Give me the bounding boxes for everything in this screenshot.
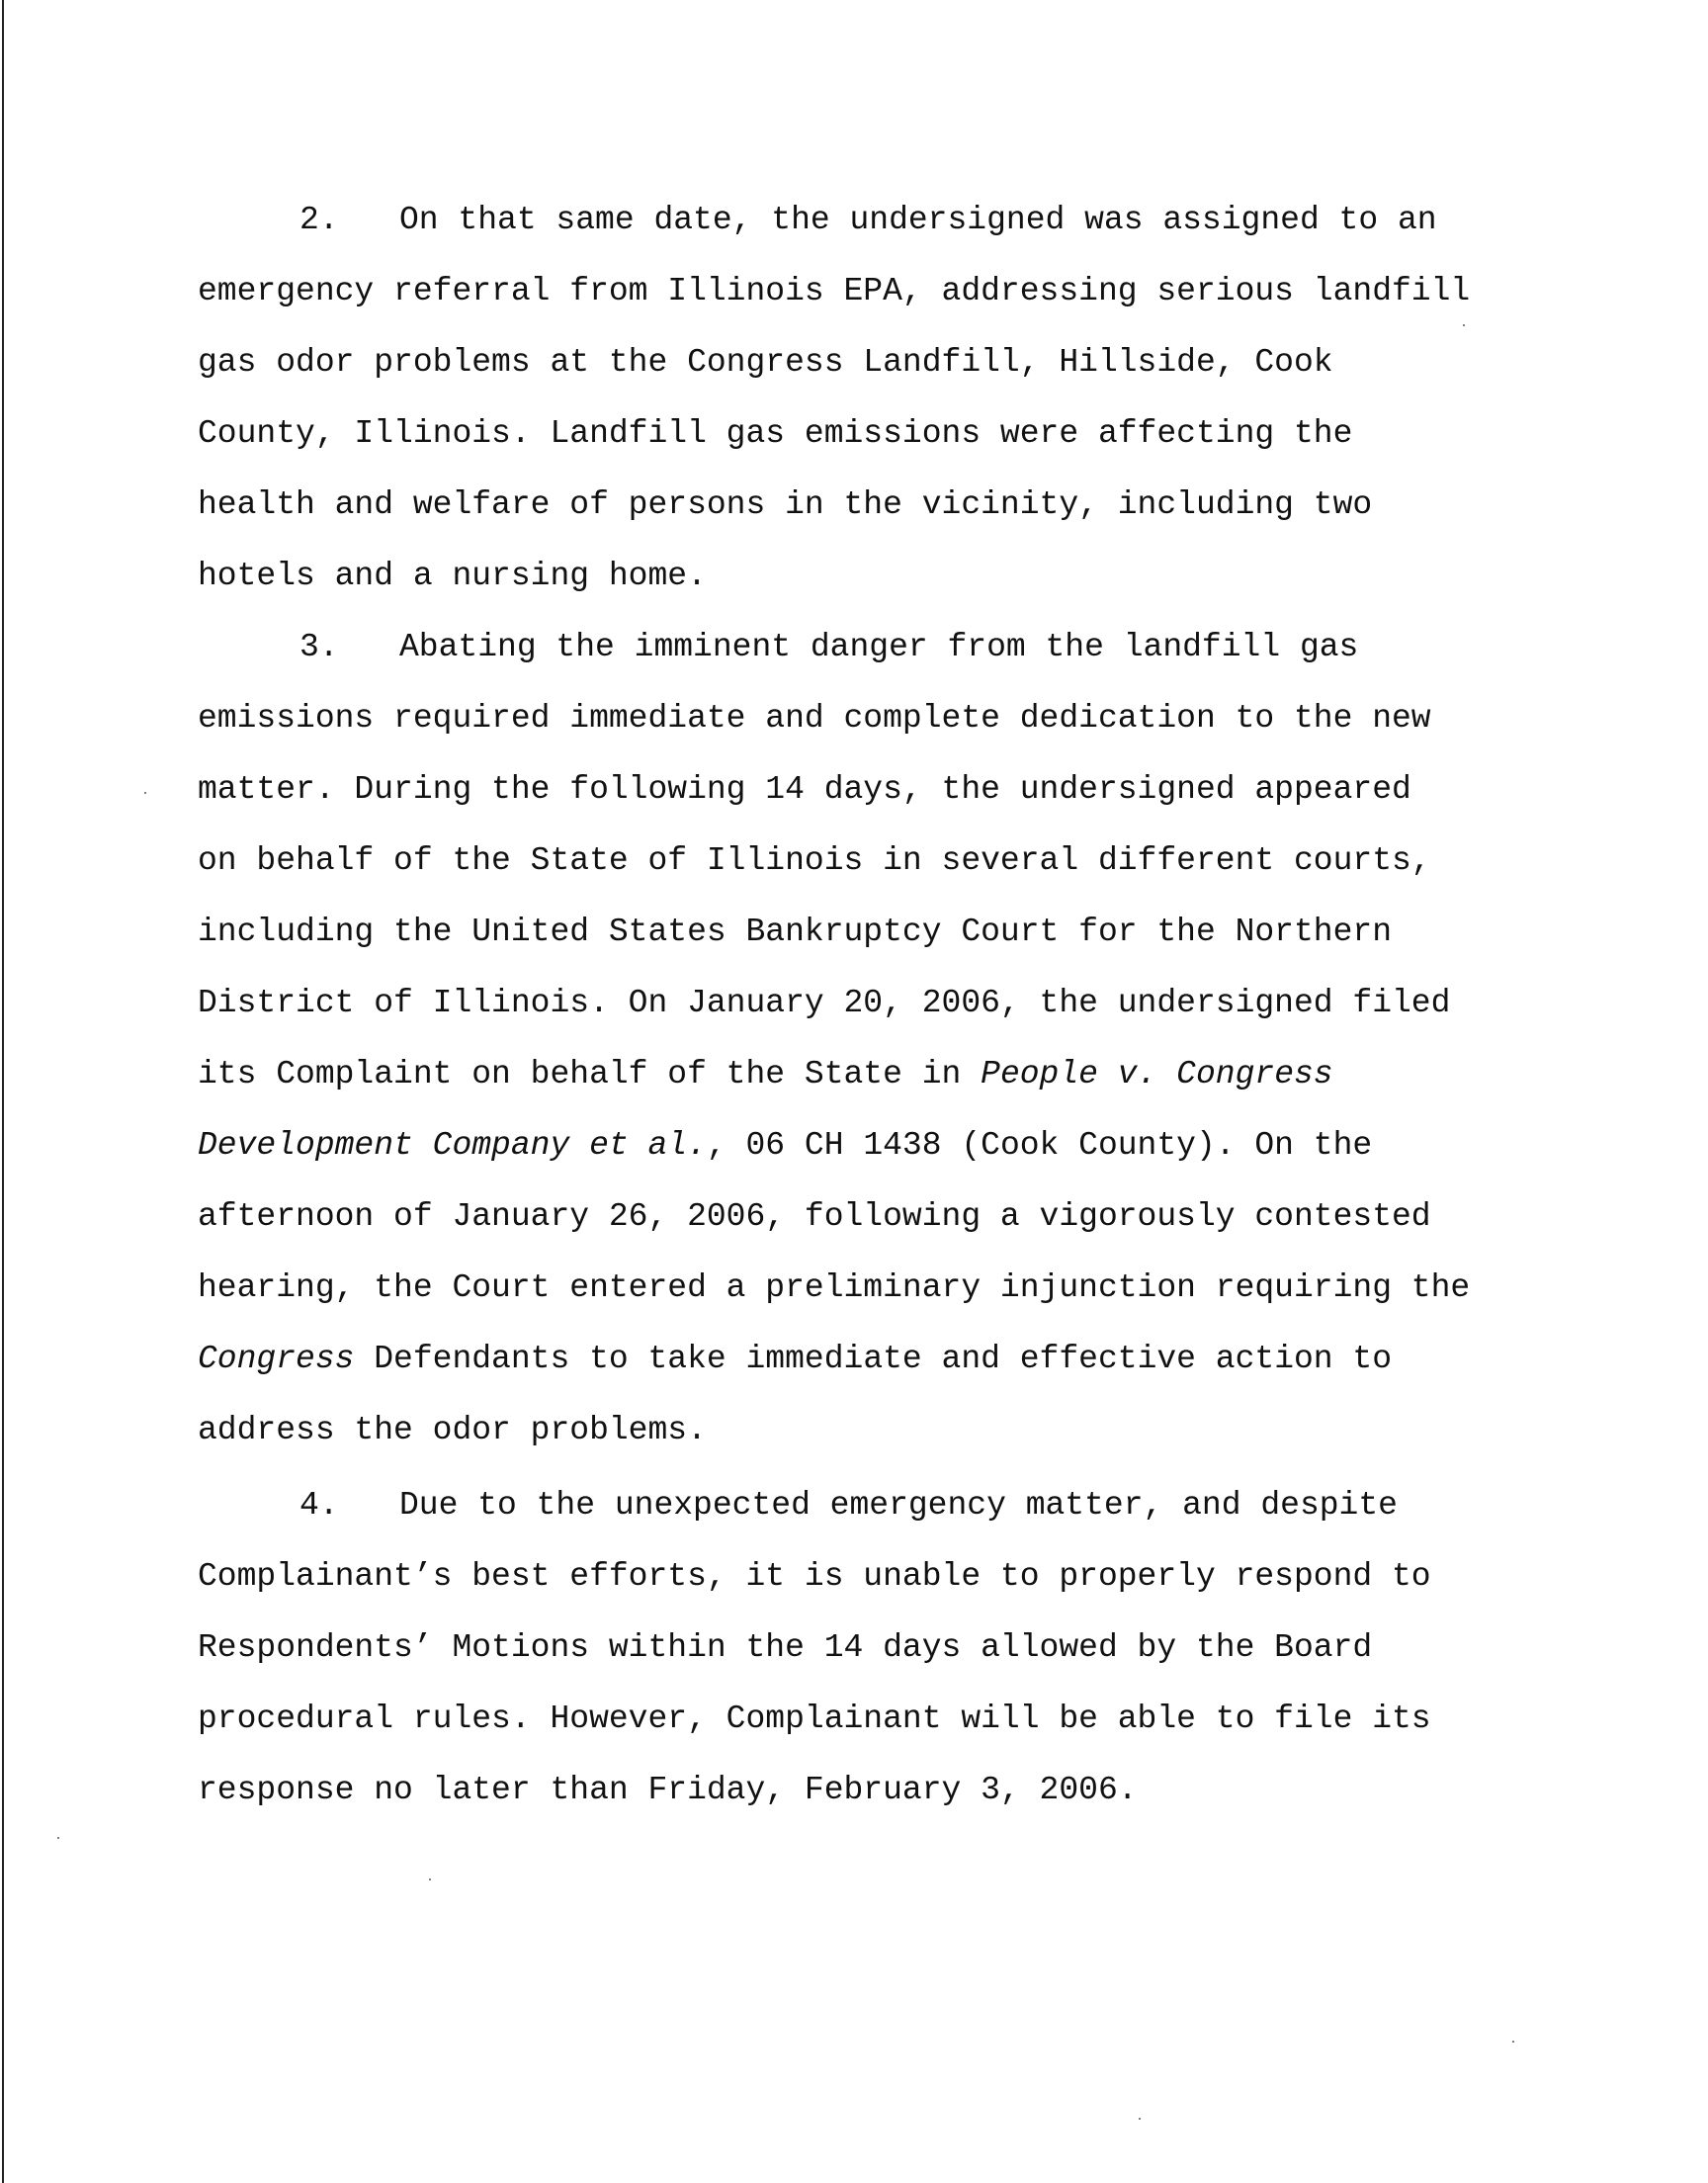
case-name-italic: Development Company et al. xyxy=(198,1127,707,1164)
paragraph-line: health and welfare of persons in the vicinity, including two xyxy=(198,486,1373,523)
case-name-italic: People v. Congress xyxy=(981,1056,1333,1092)
paragraph-line: afternoon of January 26, 2006, following a vigorously contested xyxy=(198,1198,1431,1235)
page-left-edge xyxy=(2,0,4,2183)
paragraph-number: 2. xyxy=(299,202,339,238)
paragraph-line: District of Illinois. On January 20, 2006, the undersigned filed xyxy=(198,985,1451,1021)
paragraph-line: Complainant’s best efforts, it is unable to properly respond to xyxy=(198,1558,1431,1595)
scan-speck xyxy=(1139,2118,1141,2120)
paragraph-line: Congress Defendants to take immediate and effective action to xyxy=(198,1341,1393,1377)
paragraph-line: emissions required immediate and complete dedication to the new xyxy=(198,700,1431,737)
paragraph-4 xyxy=(198,1470,1522,1826)
scan-speck xyxy=(429,1878,431,1880)
paragraph-line: gas odor problems at the Congress Landfill, Hillside, Cook xyxy=(198,344,1333,381)
paragraph-line: Respondents’ Motions within the 14 days allowed by the Board xyxy=(198,1629,1373,1666)
scan-speck xyxy=(1512,2041,1514,2043)
paragraph-line: emergency referral from Illinois EPA, addressing serious landfill xyxy=(198,273,1471,309)
scan-speck xyxy=(144,792,146,794)
scan-speck xyxy=(57,1837,59,1839)
paragraph-line: 4. Due to the unexpected emergency matter, and despite xyxy=(198,1470,1522,1541)
case-name-italic: Congress xyxy=(198,1341,355,1377)
paragraph-number: 4. xyxy=(299,1487,339,1524)
paragraph-line: response no later than Friday, February 3, 2006. xyxy=(198,1772,1138,1808)
scan-speck xyxy=(1463,324,1465,326)
paragraph-line: matter. During the following 14 days, the undersigned appeared xyxy=(198,771,1411,808)
paragraph-line: on behalf of the State of Illinois in several different courts, xyxy=(198,842,1431,879)
paragraph-number: 3. xyxy=(299,629,339,665)
paragraph-line: address the odor problems. xyxy=(198,1412,707,1448)
paragraph-line: 3. Abating the imminent danger from the landfill gas xyxy=(198,612,1522,683)
paragraph-3 xyxy=(198,612,1522,1466)
paragraph-2 xyxy=(198,185,1522,612)
paragraph-line: hotels and a nursing home. xyxy=(198,558,707,594)
paragraph-line: Development Company et al., 06 CH 1438 (Cook County). On the xyxy=(198,1127,1373,1164)
paragraph-line: including the United States Bankruptcy Court for the Northern xyxy=(198,914,1392,950)
paragraph-line: procedural rules. However, Complainant will be able to file its xyxy=(198,1701,1431,1737)
paragraph-line: County, Illinois. Landfill gas emissions were affecting the xyxy=(198,415,1353,452)
paragraph-line: hearing, the Court entered a preliminary injunction requiring the xyxy=(198,1269,1471,1306)
paragraph-line: its Complaint on behalf of the State in People v. Congress xyxy=(198,1056,1333,1092)
paragraph-line: 2. On that same date, the undersigned was assigned to an xyxy=(198,185,1522,256)
